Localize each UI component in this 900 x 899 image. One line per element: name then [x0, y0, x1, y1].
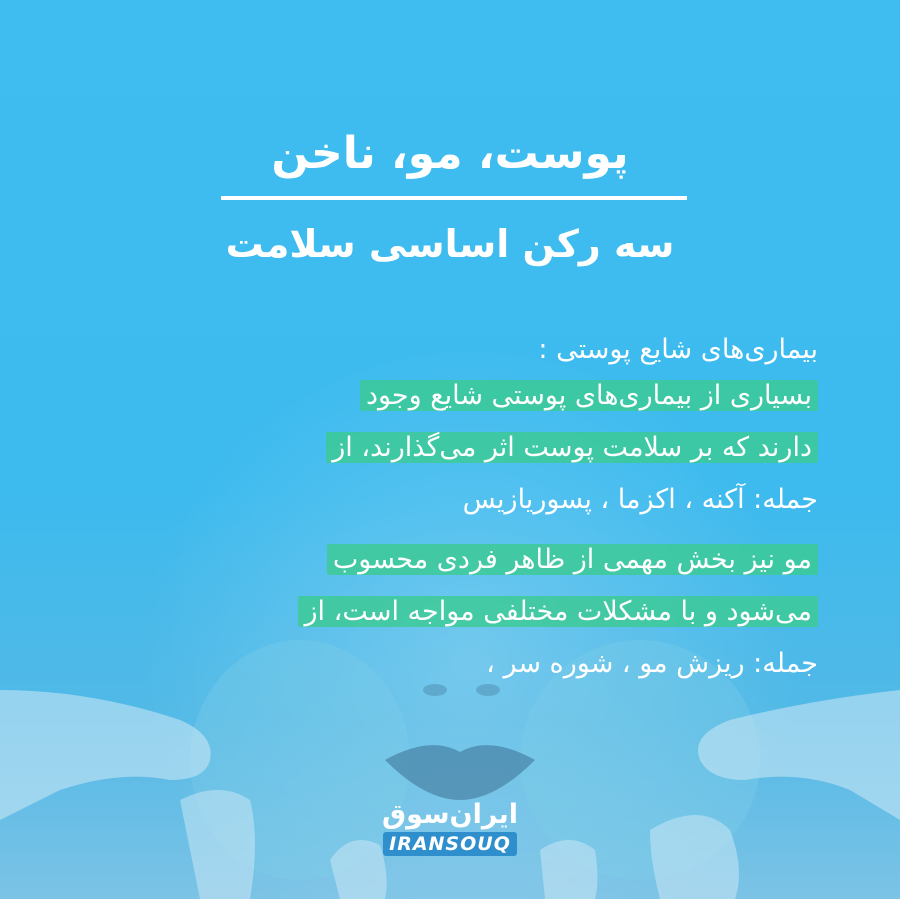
highlighted-text: بسیاری از بیماری‌های پوستی شایع وجود — [360, 380, 818, 411]
highlighted-text: دارند که بر سلامت پوست اثر می‌گذارند، از — [326, 432, 818, 463]
section-skin-paragraph — [98, 370, 818, 526]
highlighted-text: مو نیز بخش مهمی از ظاهر فردی محسوب — [327, 544, 818, 575]
paragraph-line — [98, 370, 818, 422]
section-hair-paragraph — [98, 534, 818, 690]
page-title: پوست، مو، ناخن — [271, 128, 629, 179]
logo-persian-text: ایران‌سوق — [381, 799, 519, 830]
paragraph-line: جمله: آکنه ، اکزما ، پسوریازیس — [462, 484, 818, 515]
section-heading-text: بیماری‌های شایع پوستی : — [538, 334, 818, 365]
highlighted-text: می‌شود و با مشکلات مختلفی مواجه است، از — [298, 596, 818, 627]
iransouq-logo — [340, 798, 560, 856]
paragraph-line — [98, 534, 818, 586]
paragraph-line — [98, 586, 818, 638]
page-subtitle: سه رکن اساسی سلامت — [225, 222, 675, 266]
paragraph-line: جمله: ریزش مو ، شوره سر ، — [486, 648, 818, 679]
logo-latin-text: IRANSOUQ — [383, 832, 517, 856]
title-divider — [221, 196, 687, 200]
paragraph-line — [98, 422, 818, 474]
section-skin-heading — [98, 324, 818, 376]
